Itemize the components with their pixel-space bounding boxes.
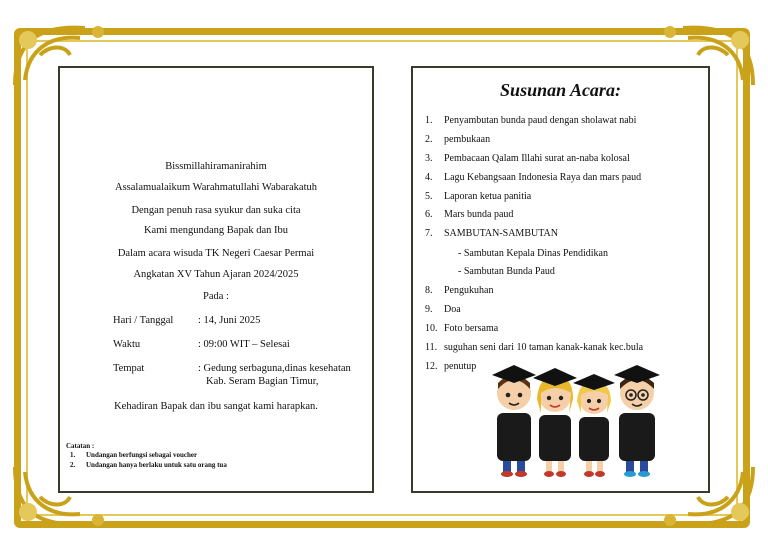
note-text: Undangan hanya berlaku untuk satu orang tua [86,461,227,469]
detail-label: Tempat [113,363,145,374]
agenda-panel [411,66,710,493]
graduate-kid [573,374,615,477]
agenda-item [425,285,493,296]
basmalah: Bissmillahiramanirahim [165,161,267,172]
notes-title: Catatan : [66,442,95,450]
agenda-text: Penyambutan bunda paud dengan sholawat nabi [444,115,637,126]
agenda-text: suguhan seni dari 10 taman kanak-kanak kec.bula [444,342,644,353]
agenda-item [425,191,531,202]
detail-label: Hari / Tanggal [113,315,174,326]
agenda-text: SAMBUTAN-SAMBUTAN [444,228,558,239]
agenda-num: 3. [425,153,433,164]
agenda-num: 9. [425,304,433,315]
greeting: Assalamualaikum Warahmatullahi Wabarakatuh [114,182,318,193]
agenda-num: 6. [425,209,433,220]
detail-value: Kab. Seram Bagian Timur, [206,376,319,387]
graduate-kid [614,365,660,477]
detail-value: : 14, Juni 2025 [198,315,261,326]
agenda-num: 4. [425,172,433,183]
agenda-num: 2. [425,134,433,145]
agenda-subitem: - Sambutan Bunda Paud [458,266,555,277]
opening-line: Dengan penuh rasa syukur dan suka cita [131,205,301,216]
agenda-text: pembukaan [444,134,491,145]
detail-value: : 09:00 WIT – Selesai [198,339,290,350]
note-text: Undangan berfungsi sebagai voucher [86,451,198,459]
agenda-item [425,361,476,372]
agenda-item [425,115,636,126]
opening-line: Kami mengundang Bapak dan Ibu [143,225,289,236]
detail-label: Waktu [113,339,141,350]
note-num: 2. [70,461,76,469]
agenda-item [425,304,461,315]
batch-year: Angkatan XV Tahun Ajaran 2024/2025 [133,269,299,280]
agenda-item [425,134,490,145]
closing-text: Kehadiran Bapak dan ibu sangat kami harapkan. [114,401,318,412]
event-name: Dalam acara wisuda TK Negeri Caesar Permai [117,248,315,259]
on-label: Pada : [203,291,229,302]
invitation-panel [58,66,374,493]
agenda-text: Doa [444,304,461,315]
agenda-item [425,153,630,164]
agenda-text: Pengukuhan [444,285,494,296]
agenda-text: Foto bersama [444,323,499,334]
agenda-item [425,228,558,239]
agenda-item [425,323,498,334]
agenda-num: 8. [425,285,433,296]
note-num: 1. [70,451,76,459]
agenda-text: Pembacaan Qalam Illahi surat an-naba kolosal [444,153,630,164]
agenda-subitem: - Sambutan Kepala Dinas Pendidikan [458,248,608,259]
agenda-num: 10. [425,323,438,334]
agenda-num: 1. [425,115,433,126]
note-item [70,451,197,459]
agenda-item [425,172,641,183]
agenda-title: Susunan Acara: [500,80,621,100]
graduate-kid [492,365,536,477]
agenda-num: 11. [425,342,438,353]
graduates-illustration [489,353,673,481]
agenda-item [425,342,643,353]
agenda-num: 12. [425,361,438,372]
agenda-text: Lagu Kebangsaan Indonesia Raya dan mars paud [444,172,642,183]
agenda-text: penutup [444,361,477,372]
agenda-text: Mars bunda paud [444,209,514,220]
note-item [70,461,227,469]
agenda-text: Laporan ketua panitia [444,191,532,202]
agenda-num: 5. [425,191,433,202]
agenda-item [425,209,513,220]
agenda-num: 7. [425,228,433,239]
detail-value: : Gedung serbaguna,dinas kesehatan [198,363,351,374]
graduate-kid [533,368,577,477]
